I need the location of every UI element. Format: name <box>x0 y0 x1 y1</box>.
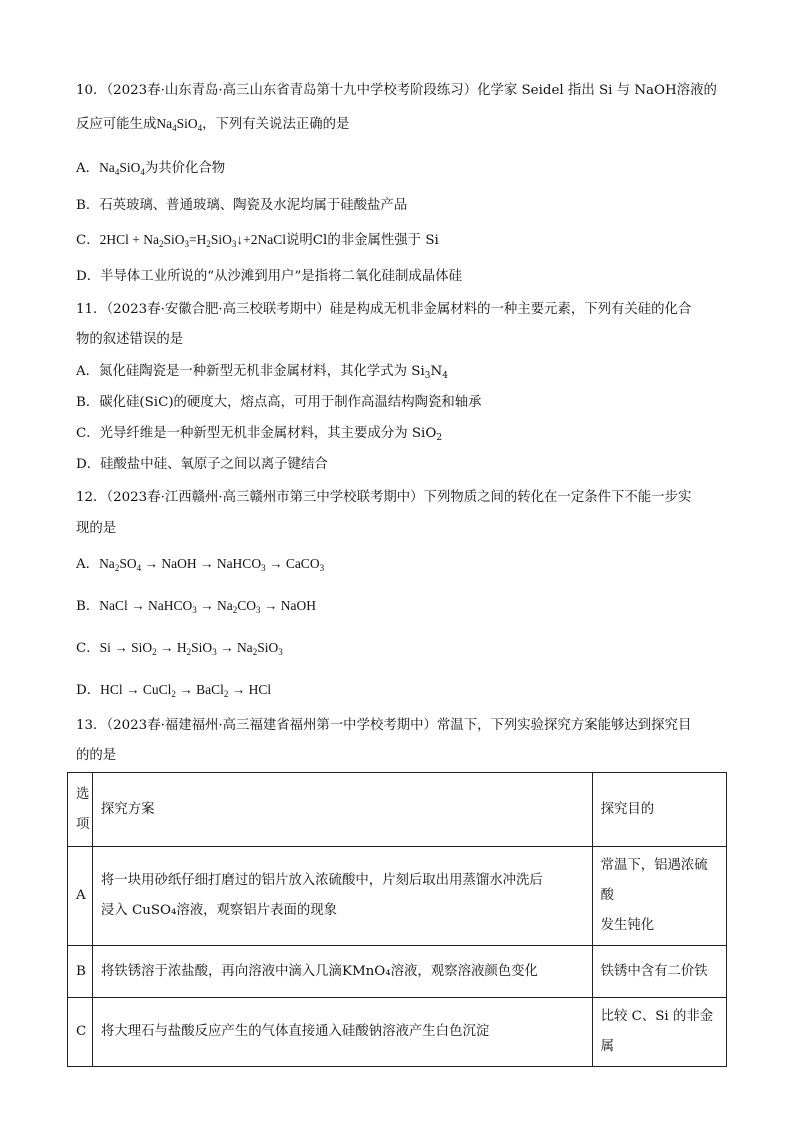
q10-formula: $Na_4SiO_4$ <box>156 116 203 133</box>
q12-option-c-label: C． <box>76 641 100 656</box>
q12-option-c <box>76 638 283 659</box>
q10-option-c-label: C． <box>76 233 100 248</box>
q10-option-c <box>76 230 439 251</box>
q12-stem-line1: 12．（2023春·江西赣州·高三赣州市第三中学校联考期中）下列物质之间的转化在一定条件下不能一步实 <box>76 490 692 505</box>
q10-option-a-label: A． <box>76 161 100 176</box>
q12-option-b <box>76 596 316 617</box>
header-purpose: 探究目的 <box>592 773 726 847</box>
table-row <box>68 847 727 946</box>
row-a-purpose <box>592 847 726 946</box>
row-c-purpose: 比较 C、Si 的非金属 <box>592 998 726 1067</box>
table-row <box>68 998 727 1067</box>
header-option-line2: 项 <box>76 816 90 832</box>
q10-option-a-formula: $Na_4SiO_4$ <box>99 160 145 177</box>
q11-option-a-sub1: 3 <box>424 371 431 381</box>
header-option-line1: 选 <box>76 786 90 802</box>
q12-option-d <box>76 680 271 701</box>
q13-stem-line2: 的的是 <box>76 748 117 763</box>
q12-option-d-label: D． <box>76 683 101 698</box>
q12-option-c-chain: $Si \to SiO_2 \to H_2SiO_3 \to Na_2SiO_3$ <box>99 640 283 657</box>
q12-option-b-chain: NaCl → NaHCO$_3$ → $Na_2CO_3$ → NaOH <box>99 598 316 615</box>
row-c-plan: 将大理石与盐酸反应产生的气体直接通入硅酸钠溶液产生白色沉淀 <box>92 998 592 1067</box>
q10-option-c-equation: $2HCl + Na_2SiO_3=H_2SiO_3↓+2NaCl$ <box>99 232 287 249</box>
q11-stem-line1: 11．（2023春·安徽合肥·高三校联考期中）硅是构成无机非金属材料的一种主要元素，下列有关硅的化合 <box>76 302 692 317</box>
q12-option-a-label: A． <box>76 557 100 572</box>
row-a-purpose-line2: 发生钝化 <box>600 918 655 933</box>
q11-stem-line2: 物的叙述错误的是 <box>76 332 184 347</box>
q11-option-c-text: C．光导纤维是一种新型无机非金属材料，其主要成分为 SiO <box>76 426 437 441</box>
q11-option-a-sub2: 4 <box>442 371 448 381</box>
row-b-purpose: 铁锈中含有二价铁 <box>592 946 726 998</box>
q10-option-c-text: 说明Cl的非金属性强于 Si <box>286 233 439 248</box>
table-header-row <box>68 773 727 847</box>
q13-stem-line1: 13．（2023春·福建福州·高三福建省福州第一中学校考期中）常温下，下列实验探究方案能够达到探究目 <box>76 718 692 733</box>
q12-option-b-label: B． <box>76 599 100 614</box>
q11-option-c-sub: 2 <box>436 433 443 443</box>
q10-stem-line1: 10．（2023春·山东青岛·高三山东省青岛第十九中学校考阶段练习）化学家 Seidel 指出 Si 与 NaOH溶液的 <box>76 83 717 98</box>
q10-stem-post: ，下列有关说法正确的是 <box>202 117 350 132</box>
row-a-plan-line1: 将一块用砂纸仔细打磨过的铝片放入浓硫酸中，片刻后取出用蒸馏水冲洗后 <box>100 873 543 888</box>
header-plan: 探究方案 <box>92 773 592 847</box>
q11-option-b: B．碳化硅(SiC)的硬度大，熔点高，可用于制作高温结构陶瓷和轴承 <box>76 395 482 410</box>
row-b-plan: 将铁锈溶于浓盐酸，再向溶液中滴入几滴KMnO₄溶液，观察溶液颜色变化 <box>92 946 592 998</box>
row-a-purpose-line1: 常温下，铝遇浓硫酸 <box>600 858 708 903</box>
row-b-option: B <box>68 946 93 998</box>
header-option <box>68 773 93 847</box>
q11-option-d: D．硅酸盐中硅、氧原子之间以离子键结合 <box>76 457 328 472</box>
q10-option-a-text: 为共价化合物 <box>144 161 226 176</box>
row-a-plan <box>92 847 592 946</box>
q10-option-d: D．半导体工业所说的“从沙滩到用户”是指将二氧化硅制成晶体硅 <box>76 269 462 284</box>
q10-stem-pre: 反应可能生成 <box>76 117 157 132</box>
q12-option-d-chain: HCl → CuCl$_2$ → BaCl$_2$ → HCl <box>100 682 272 699</box>
q10-option-b: B．石英玻璃、普通玻璃、陶瓷及水泥均属于硅酸盐产品 <box>76 198 408 213</box>
q13-table <box>67 772 727 1067</box>
table-row <box>68 946 727 998</box>
q10-option-a <box>76 158 225 179</box>
row-c-option: C <box>68 998 93 1067</box>
q12-option-a-chain: $Na_2SO_4$ → NaOH → NaHCO$_3$ → CaCO$_3$ <box>99 556 325 573</box>
q12-stem-line2: 现的是 <box>76 521 117 536</box>
row-a-plan-line2: 浸入 CuSO₄溶液，观察铝片表面的现象 <box>100 903 338 918</box>
row-a-option: A <box>68 847 93 946</box>
q12-option-a <box>76 554 324 575</box>
q11-option-c <box>76 424 442 444</box>
q11-option-a-mid: N <box>430 364 443 379</box>
q11-option-a-text: A．氮化硅陶瓷是一种新型无机非金属材料，其化学式为 Si <box>76 364 425 379</box>
q10-stem-line2 <box>76 114 349 135</box>
q11-option-a <box>76 362 448 382</box>
